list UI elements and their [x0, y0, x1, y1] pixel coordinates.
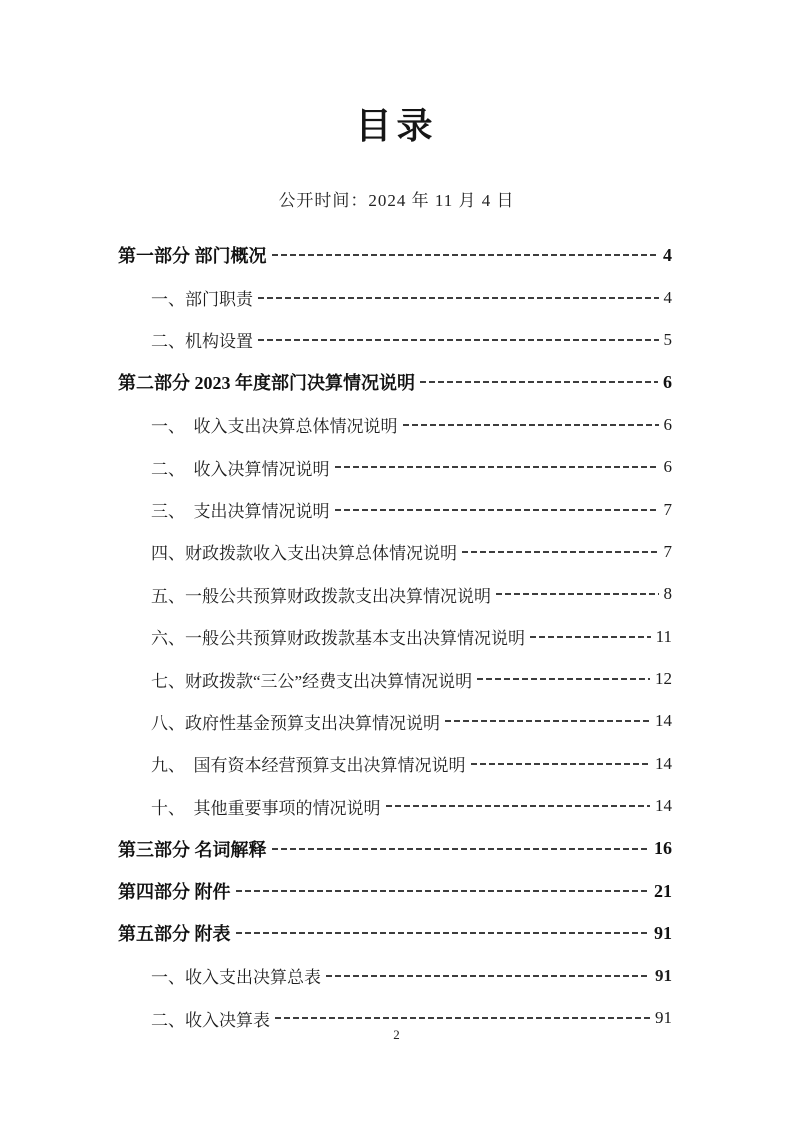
dash-leader: [471, 763, 651, 765]
toc-entry: [118, 912, 672, 954]
toc-entry-page: 7: [663, 541, 672, 561]
dash-leader: [386, 805, 651, 807]
dash-leader: [420, 381, 658, 383]
toc-entry-page: 4: [663, 287, 672, 307]
toc-entry-label: 第四部分 附件: [118, 882, 231, 903]
toc-entry: [118, 658, 672, 700]
toc-entry-page: 14: [655, 711, 672, 731]
toc-entry: [118, 785, 672, 827]
toc-entry: [118, 870, 672, 912]
toc-entry-page: 6: [663, 457, 672, 477]
dash-leader: [530, 636, 651, 638]
toc-entry-label: 一、收入支出决算总表: [151, 968, 321, 988]
dash-leader: [236, 932, 650, 934]
table-of-contents: [118, 234, 672, 1039]
toc-entry-label: 十、 其他重要事项的情况说明: [151, 798, 381, 818]
toc-entry-label: 第五部分 附表: [118, 924, 231, 945]
toc-entry-page: 7: [663, 499, 672, 519]
toc-entry: [118, 573, 672, 615]
toc-entry-page: 5: [663, 329, 672, 349]
toc-entry-label: 五、一般公共预算财政拨款支出决算情况说明: [151, 586, 491, 606]
toc-entry: [118, 827, 672, 869]
dash-leader: [236, 890, 650, 892]
dash-leader: [275, 1017, 650, 1019]
toc-entry-page: 14: [655, 753, 672, 773]
dash-leader: [326, 975, 650, 977]
toc-entry-page: 11: [655, 626, 672, 646]
toc-entry-page: 6: [663, 414, 672, 434]
dash-leader: [335, 466, 659, 468]
toc-entry-label: 一、 收入支出决算总体情况说明: [151, 417, 398, 437]
toc-entry-page: 4: [663, 244, 672, 265]
toc-entry-label: 四、财政拨款收入支出决算总体情况说明: [151, 544, 457, 564]
page-title: 目录: [355, 106, 438, 146]
toc-entry-page: 8: [663, 584, 672, 604]
toc-entry-label: 九、 国有资本经营预算支出决算情况说明: [151, 756, 466, 776]
toc-entry-page: 12: [655, 669, 672, 689]
dash-leader: [258, 339, 659, 341]
toc-entry: [118, 488, 672, 530]
dash-leader: [258, 297, 659, 299]
toc-entry: [118, 404, 672, 446]
toc-entry-label: 二、收入决算表: [151, 1010, 270, 1030]
toc-entry-label: 八、政府性基金预算支出决算情况说明: [151, 713, 440, 733]
toc-entry-label: 第一部分 部门概况: [118, 246, 267, 267]
toc-entry-page: 16: [654, 838, 672, 859]
dash-leader: [462, 551, 659, 553]
toc-entry-page: 6: [663, 371, 672, 392]
dash-leader: [403, 424, 659, 426]
toc-entry: [118, 446, 672, 488]
toc-entry-page: 91: [655, 1008, 672, 1028]
toc-entry-label: 一、部门职责: [151, 290, 253, 310]
toc-entry-page: 91: [655, 965, 672, 985]
toc-entry-label: 第三部分 名词解释: [118, 839, 267, 860]
toc-entry-page: 14: [655, 796, 672, 816]
toc-entry: [118, 955, 672, 997]
toc-entry: [118, 743, 672, 785]
dash-leader: [496, 593, 659, 595]
toc-entry-label: 第二部分 2023 年度部门决算情况说明: [118, 373, 415, 394]
dash-leader: [477, 678, 650, 680]
toc-entry: [118, 234, 672, 276]
dash-leader: [272, 254, 659, 256]
toc-entry-label: 二、 收入决算情况说明: [151, 459, 330, 479]
toc-entry: [118, 361, 672, 403]
toc-entry-page: 21: [654, 880, 672, 901]
toc-entry-page: 91: [654, 922, 672, 943]
toc-entry: [118, 276, 672, 318]
publish-date: 公开时间：2024 年 11 月 4 日: [278, 191, 515, 210]
toc-entry-label: 三、 支出决算情况说明: [151, 502, 330, 522]
toc-entry: [118, 319, 672, 361]
toc-entry: [118, 531, 672, 573]
dash-leader: [272, 848, 650, 850]
dash-leader: [335, 509, 659, 511]
toc-entry: [118, 700, 672, 742]
toc-entry-label: 六、一般公共预算财政拨款基本支出决算情况说明: [151, 629, 525, 649]
dash-leader: [445, 720, 650, 722]
footer-page-number: 2: [393, 1027, 400, 1042]
toc-entry-label: 七、财政拨款“三公”经费支出决算情况说明: [151, 671, 473, 691]
toc-entry: [118, 616, 672, 658]
toc-entry-label: 二、机构设置: [151, 332, 253, 352]
